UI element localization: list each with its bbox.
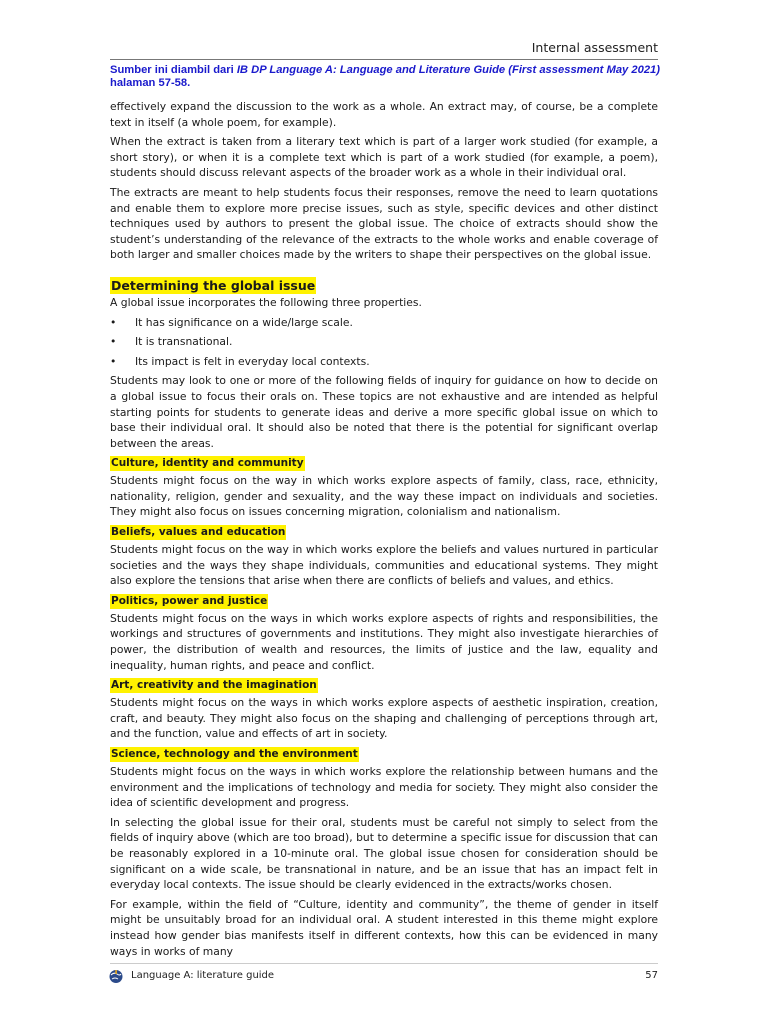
property-text: Its impact is felt in everyday local contexts. (135, 354, 370, 368)
source-suffix: halaman 57-58. (110, 77, 191, 89)
intro-paragraph-3: The extracts are meant to help students focus their responses, remove the need to learn quotations and enable them to explore more precise issues, such as style, specific devices and other distinct techniques used by authors to present the global issue. The choice of extracts should show the student’s understanding of the relevance of the extracts to the whole works and enable coverage of both larger and smaller choices made by the writers to shape their perspectives on the global issue. (110, 185, 658, 262)
page-content (110, 99, 658, 963)
field-text-culture: Students might focus on the way in which works explore aspects of family, class, race, ethnicity, nationality, religion, gender and sexuality, and the way these impact on individuals and societies. They might also focus on issues concerning migration, colonialism and nationalism. (110, 474, 658, 519)
bullet-icon: • (110, 315, 117, 329)
list-item (110, 334, 658, 350)
closing-paragraph-1: In selecting the global issue for their oral, students must be careful not simply to select from the fields of inquiry above (which are too broad), but to determine a specific issue for discussion that can be reasonably explored in a 10-minute oral. The global issue chosen for consideration should be significant on a wide scale, be transnational in nature, and be an issue that has an impact felt in everyday local contexts. The issue should be clearly evidenced in the extracts/works chosen. (110, 815, 658, 892)
header-rule (110, 59, 658, 60)
page-number: 57 (645, 970, 658, 981)
intro-paragraph-1: effectively expand the discussion to the work as a whole. An extract may, of course, be a complete text in itself (a whole poem, for example). (110, 100, 658, 129)
field-text-science: Students might focus on the ways in which works explore the relationship between humans and the environment and the implications of technology and media for society. They might also consider the idea of scientific development and progress. (110, 765, 658, 810)
closing-paragraph-2: For example, within the field of “Culture, identity and community”, the theme of gender in itself might be unsuitably broad for an individual oral. A student interested in this theme might explore instead how gender bias manifests itself in different contexts, how this can be evidenced in many ways in works of many (110, 897, 658, 958)
field-text-politics: Students might focus on the ways in which works explore aspects of rights and responsibilities, the workings and structures of governments and institutions. They might also investigate hierarchies of power, the distribution of wealth and resources, the limits of justice and the law, equality and inequality, human rights, and peace and conflict. (110, 611, 658, 672)
field-text-beliefs: Students might focus on the way in which works explore the beliefs and values nurtured in particular societies and the ways they shape individuals, communities and educational systems. They might also explore the tensions that arise when there are conflicts of beliefs and values, and ethics. (110, 543, 658, 588)
global-issue-heading: Determining the global issue (111, 277, 316, 293)
page-footer (108, 968, 658, 986)
bullet-icon: • (110, 354, 117, 368)
source-title: IB DP Language A: Language and Literature Guide (First assessment May 2021) (236, 64, 660, 76)
bullet-icon: • (110, 335, 117, 349)
global-issue-properties-list (110, 315, 658, 370)
ib-globe-logo-icon (108, 968, 124, 984)
field-text-art: Students might focus on the ways in which works explore aspects of aesthetic inspiration, creation, craft, and beauty. They might also focus on the shaping and challenging of perceptions through art, and the function, value and effects of art in society. (110, 696, 658, 741)
source-note (110, 64, 670, 90)
footer-guide-title: Language A: literature guide (131, 970, 275, 981)
property-text: It is transnational. (135, 335, 233, 349)
intro-paragraph-2: When the extract is taken from a literary text which is part of a larger work studied (for example, a short story), or when it is a complete text which is part of a work studied (for example, a poem), students should discuss relevant aspects of the broader work as a whole in their individual oral. (110, 135, 658, 180)
field-heading-art: Art, creativity and the imagination (111, 679, 317, 692)
header-section-title: Internal assessment (531, 40, 658, 55)
field-heading-beliefs: Beliefs, values and education (111, 526, 286, 539)
property-text: It has significance on a wide/large scale. (135, 315, 353, 329)
field-heading-politics: Politics, power and justice (111, 594, 268, 607)
list-item (110, 354, 658, 370)
field-heading-culture: Culture, identity and community (111, 457, 304, 470)
source-prefix: Sumber ini diambil dari (110, 64, 237, 76)
field-heading-science: Science, technology and the environment (111, 748, 358, 760)
footer-rule (110, 963, 658, 964)
global-issue-lead: A global issue incorporates the following three properties. (110, 295, 422, 309)
list-item (110, 315, 658, 331)
fields-intro-paragraph: Students may look to one or more of the following fields of inquiry for guidance on how to decide on a global issue to focus their orals on. These topics are not exhaustive and are intended as helpful starting points for students to generate ideas and derive a more specific global issue on which to base their individual oral. It should also be noted that there is the potential for significant overlap between the areas. (110, 374, 658, 450)
